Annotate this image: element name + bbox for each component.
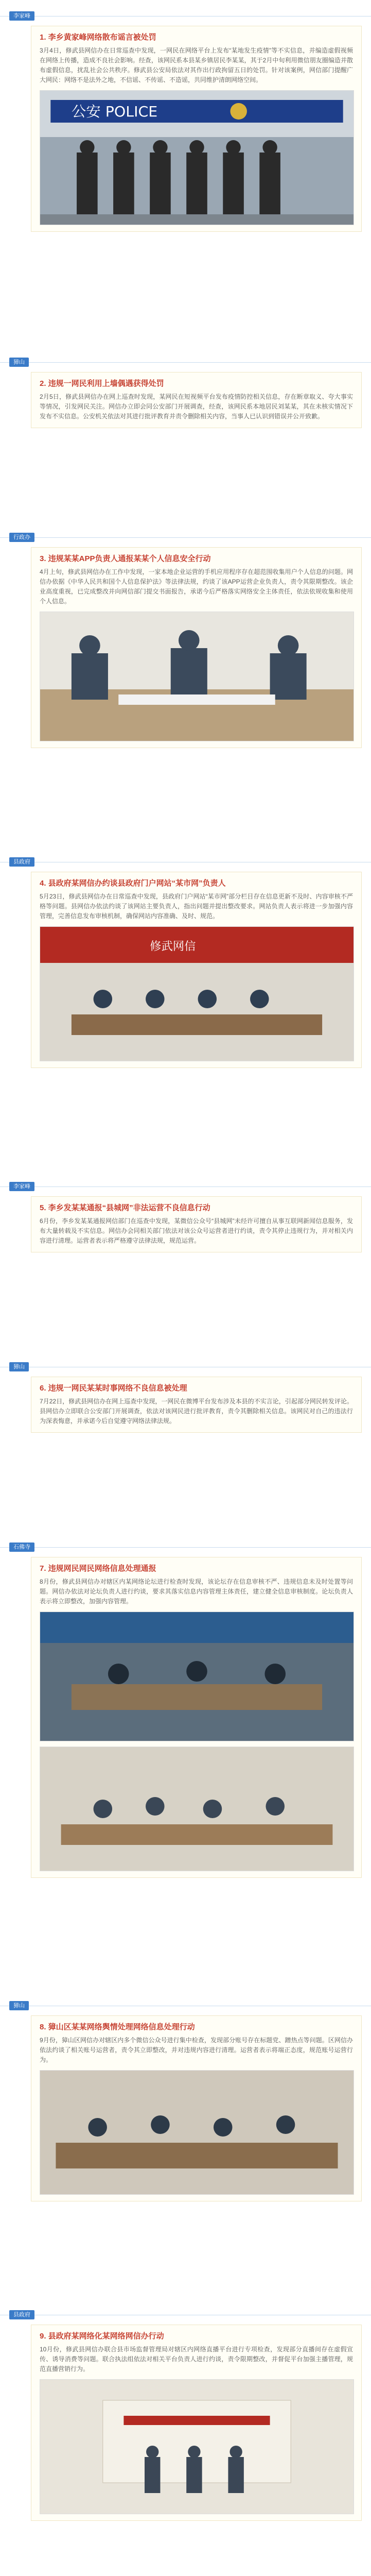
case-title: 6. 违规一网民某某时事网络不良信息被处理 xyxy=(40,1384,187,1393)
case-card xyxy=(31,2325,362,2521)
section-tag: 县政府 xyxy=(9,857,34,867)
section-4 xyxy=(0,855,371,1068)
building-photo xyxy=(40,2380,354,2514)
section-7 xyxy=(0,1540,371,1878)
conference-room-photo xyxy=(40,927,354,1061)
section-9 xyxy=(0,2308,371,2521)
case-body: 7月22日，修武县网信办在网上巡查中发现，一网民在微博平台发布涉及本县的不实言论，引起部分网民转发评论。县网信办立即联合公安部门开展调查，依法对该网民进行批评教育，责令其删除相关信息。该网民对自己的违法行为深表悔意，并承诺今后自觉遵守网络法律法规。 xyxy=(40,1398,353,1425)
section-tag: 李家峰 xyxy=(9,11,34,21)
table-meeting-photo xyxy=(40,2071,354,2194)
banner-text: 修武网信 xyxy=(150,940,196,953)
case-title: 7. 违规网民网民网络信息处理通报 xyxy=(40,1564,156,1573)
section-tag: 李家峰 xyxy=(9,1182,34,1191)
case-card xyxy=(31,1557,362,1878)
section-3 xyxy=(0,531,371,748)
case-body: 6月份，李乡发某某通报网信部门在巡查中发现，某微信公众号“县城网”未经许可擅自从事互联网新闻信息服务，发布大量转载及不实信息。网信办会同相关部门依法对该公众号运营者进行约谈，责令其停止违规行为，并对相关内容进行清理。运营者表示将严格遵守法律法规，规范运营。 xyxy=(40,1217,353,1244)
section-tag: 行政办 xyxy=(9,533,34,542)
case-photo xyxy=(40,612,354,741)
section-8 xyxy=(0,1999,371,2201)
case-title: 5. 李乡发某某通报“县城网”非法运营不良信息行动 xyxy=(40,1204,210,1212)
section-5 xyxy=(0,1180,371,1252)
meeting-photo xyxy=(40,1747,354,1871)
case-card xyxy=(31,547,362,748)
case-body: 10月份，修武县网信办联合县市场监督管理局对辖区内网络直播平台进行专项检查，发现部分直播间存在虚假宣传、诱导消费等问题。联合执法组依法对相关平台负责人进行约谈，责令限期整改，并督促平台加强主播管理，规范直播营销行为。 xyxy=(40,2346,353,2372)
section-tag: 獐山 xyxy=(9,2001,29,2010)
case-card xyxy=(31,26,362,232)
office-photo xyxy=(40,1612,354,1741)
case-photo-2 xyxy=(40,1747,354,1871)
case-card xyxy=(31,2015,362,2201)
meeting-photo xyxy=(40,612,354,741)
police-sign-text: 公安 POLICE xyxy=(71,103,158,120)
section-tag: 石佛寺 xyxy=(9,1543,34,1552)
case-body: 8月份，修武县网信办对辖区内某网络论坛进行检查时发现，该论坛存在信息审核不严、违规信息未及时处置等问题。网信办依法对论坛负责人进行约谈，要求其落实信息内容管理主体责任，建立健全信息审核制度。论坛负责人表示将立即整改，加强内容管理。 xyxy=(40,1578,353,1605)
case-card xyxy=(31,872,362,1068)
case-card xyxy=(31,1196,362,1252)
case-body: 4月上旬，修武县网信办在工作中发现，一家本地企业运营的手机应用程序存在超范围收集用户个人信息的问题。网信办依据《中华人民共和国个人信息保护法》等法律法规，约谈了该APP运营企业负责人，责令其限期整改。该企业高度重视，已完成整改并向网信部门提交书面报告，承诺今后严格落实网络安全主体责任，依法依规收集和使用个人信息。 xyxy=(40,568,353,605)
case-title: 3. 违规某某APP负责人通报某某个人信息安全行动 xyxy=(40,554,211,563)
case-card xyxy=(31,1377,362,1433)
section-1 xyxy=(0,9,371,232)
section-tag: 獐山 xyxy=(9,1362,29,1371)
case-body: 2月5日，修武县网信办在网上巡查时发现，某网民在短视频平台发布疫情防控相关信息，存在断章取义、夸大事实等情况，引发网民关注。网信办立即会同公安部门开展调查，经查，该网民系本地居民刘某某，其在未核实情况下发布不实信息。公安机关依法对其进行批评教育并责令删除相关内容，当事人已认识到错误并公开致歉。 xyxy=(40,393,353,420)
case-photo xyxy=(40,2070,354,2195)
case-card xyxy=(31,372,362,428)
case-title: 4. 县政府某网信办约谈县政府门户网站“某市网”负责人 xyxy=(40,879,226,888)
case-title: 9. 县政府某网络化某网络网信办行动 xyxy=(40,2332,164,2341)
section-2 xyxy=(0,355,371,428)
case-photo xyxy=(40,90,354,225)
case-body: 3月4日，修武县网信办在日常巡查中发现，一网民在网络平台上发布“某地发生疫情”等不实信息，并编造虚假视频在网络上传播，造成不良社会影响。经查，该网民系本县某乡镇居民李某某，其于2月中旬利用微信朋友圈编造并散布虚假信息，扰乱社会公共秩序。修武县公安局依法对其作出行政拘留五日的处罚。针对该案例，网信部门提醒广大网民：网络不是法外之地，不信谣、不传谣、不造谣，共同维护清朗网络空间。 xyxy=(40,47,353,83)
case-photo xyxy=(40,926,354,1061)
case-body: 9月份，獐山区网信办对辖区内多个微信公众号进行集中检查，发现部分账号存在标题党、蹭热点等问题。区网信办依法约谈了相关账号运营者，责令其立即整改，并对违规内容进行清理。运营者表示将端正态度，规范账号运营行为。 xyxy=(40,2037,353,2063)
section-tag: 县政府 xyxy=(9,2310,34,2319)
case-photo xyxy=(40,1612,354,1741)
case-body: 5月23日，修武县网信办在日常巡查中发现，县政府门户网站“某市网”部分栏目存在信息更新不及时、内容审核不严格等问题。县网信办依法约谈了该网站主要负责人，指出问题并提出整改要求。网站负责人表示将进一步加强内容管理，完善信息发布审核机制，确保网站内容准确、及时、规范。 xyxy=(40,893,353,920)
case-title: 8. 獐山区某某网络舆情处理网络信息处理行动 xyxy=(40,2023,195,2031)
section-tag-bar xyxy=(0,9,371,23)
case-title: 1. 李乡黄家峰网络散布谣言被处罚 xyxy=(40,33,156,42)
case-photo xyxy=(40,2379,354,2514)
section-6 xyxy=(0,1360,371,1433)
section-tag: 獐山 xyxy=(9,358,29,367)
case-title: 2. 违规一网民利用上墙偶遇获得处罚 xyxy=(40,379,164,388)
police-station-photo xyxy=(40,91,354,225)
